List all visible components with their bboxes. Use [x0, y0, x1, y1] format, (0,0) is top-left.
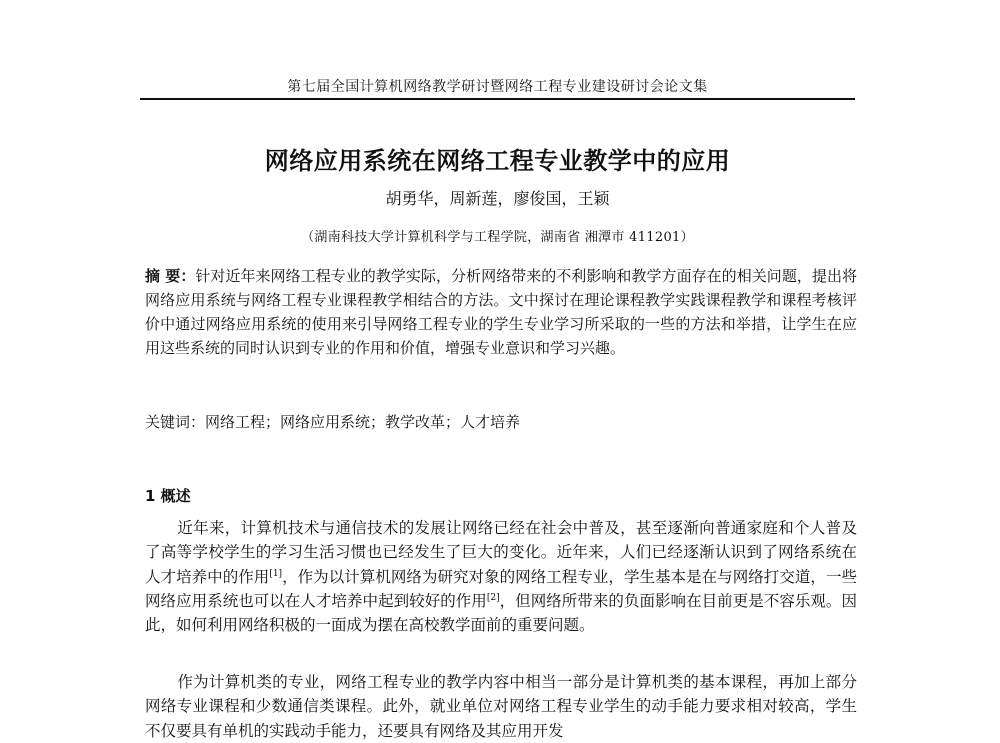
header-rule: [140, 98, 855, 100]
keywords-label: 关键词：: [145, 413, 206, 431]
abstract-text: 针对近年来网络工程专业的教学实际，分析网络带来的不利影响和教学方面存在的相关问题，提出将网络应用系统与网络工程专业课程教学相结合的方法。文中探讨在理论课程教学实践课程教学和课程考核评价中通过网络应用系统的使用来引导网络工程专业的学生专业学习所采取的一些的方法和举措，让学生在应用这些系统的同时认识到专业的作用和价值，增强专业意识和学习兴趣。: [145, 267, 857, 357]
keywords-text: 网络工程；网络应用系统；教学改革；人才培养: [205, 413, 521, 431]
body-paragraph: [145, 670, 857, 743]
keywords: [145, 411, 857, 432]
author-list: 胡勇华，周新莲，廖俊国，王颖: [385, 189, 610, 208]
body-paragraph: [145, 516, 857, 637]
paper-title: 网络应用系统在网络工程专业教学中的应用: [264, 147, 731, 175]
paragraph-text: ，作为以计算机网络为研究对象的网络工程专业，学生基本是在与网络打交道，一些网络应用系统也可以在人才培养中起到较好的作用: [145, 567, 857, 610]
paragraph-text: 作为计算机类的专业，网络工程专业的教学内容中相当一部分是计算机类的基本课程，再加上部分网络专业课程和少数通信类课程。此外，就业单位对网络工程专业学生的动手能力要求相对较高，学生不仅要具有单机的实践动手能力，还要具有网络及其应用开发: [145, 673, 857, 740]
paragraph-text: 近年来，计算机技术与通信技术的发展让网络已经在社会中普及，甚至逐渐向普通家庭和个人普及了高等学校学生的学习生活习惯也已经发生了巨大的变化。近年来，人们已经逐渐认识到了网络系统在人才培养中的作用: [145, 519, 857, 586]
abstract: [145, 264, 857, 360]
running-header: 第七届全国计算机网络教学研讨暨网络工程专业建设研讨会论文集: [287, 79, 708, 95]
affiliation: （湖南科技大学计算机科学与工程学院，湖南省 湘潭市 411201）: [301, 230, 694, 245]
citation: [1]: [269, 568, 283, 579]
section-heading: 1 概述: [145, 487, 191, 505]
citation: [2]: [486, 592, 500, 603]
abstract-label: 摘 要：: [145, 267, 196, 285]
paragraph-text: ，但网络所带来的负面影响在目前更是不容乐观。因此，如何利用网络积极的一面成为摆在高校教学面前的重要问题。: [145, 591, 857, 635]
